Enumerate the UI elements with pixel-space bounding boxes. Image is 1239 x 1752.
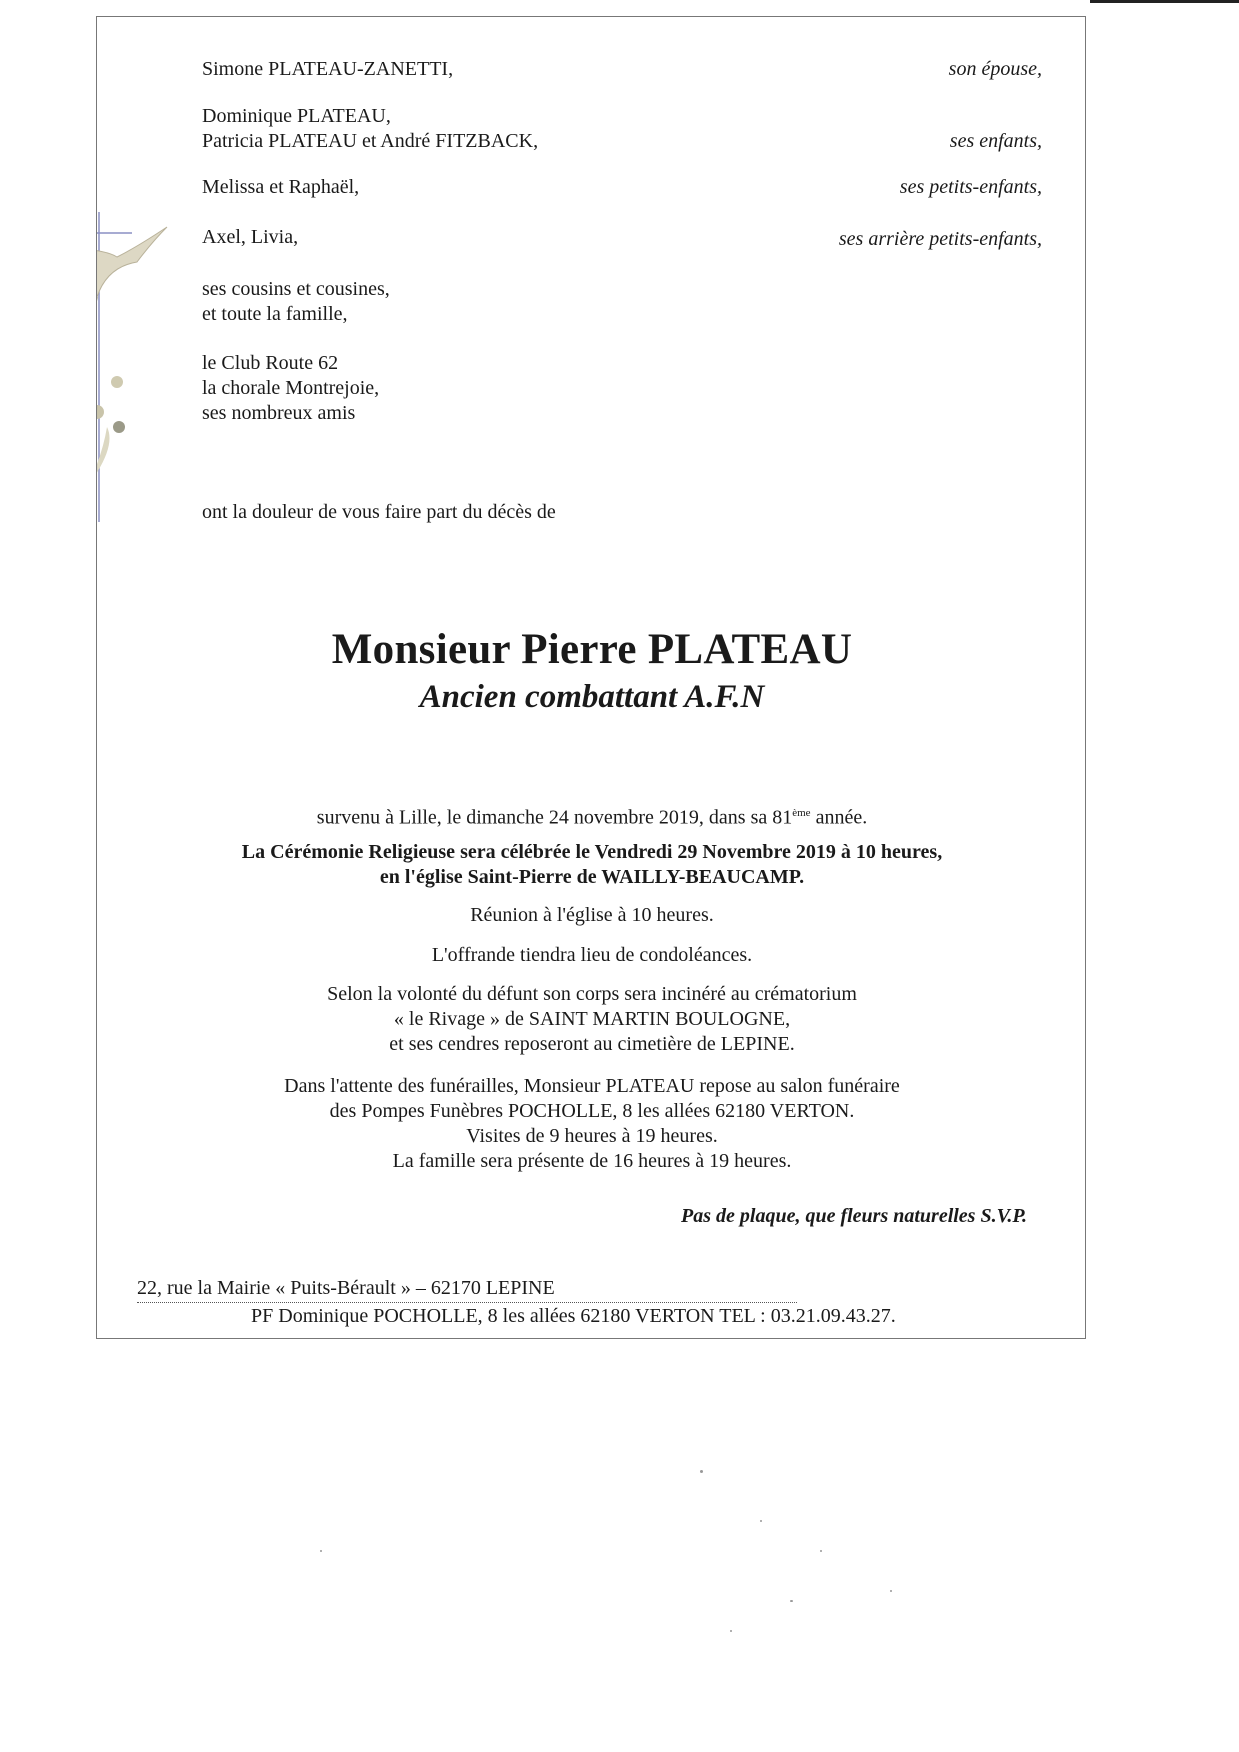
flowers-note: Pas de plaque, que fleurs naturelles S.V.P. <box>681 1205 1027 1227</box>
ceremony-line: La Cérémonie Religieuse sera célébrée le Vendredi 29 Novembre 2019 à 10 heures, <box>241 841 943 863</box>
family-name: la chorale Montrejoie, <box>202 377 380 399</box>
ceremony-line: en l'église Saint-Pierre de WAILLY-BEAUCAMP. <box>379 866 805 888</box>
family-relation: ses petits-enfants, <box>899 176 1042 198</box>
family-relation: ses enfants, <box>949 130 1042 152</box>
family-relation: ses arrière petits-enfants, <box>838 228 1042 250</box>
family-name: ses cousins et cousines, <box>202 278 390 300</box>
scan-speck <box>730 1630 732 1632</box>
family-name: le Club Route 62 <box>202 352 339 374</box>
scan-edge-mark <box>1090 0 1239 3</box>
family-address: 22, rue la Mairie « Puits-Bérault » – 62170 LEPINE <box>137 1277 797 1303</box>
cremation-line: « le Rivage » de SAINT MARTIN BOULOGNE, <box>393 1008 791 1030</box>
family-name: Patricia PLATEAU et André FITZBACK, <box>202 130 539 152</box>
scan-speck <box>820 1550 822 1552</box>
scan-speck <box>320 1550 322 1552</box>
funeral-home-line: La famille sera présente de 16 heures à 19 heures. <box>392 1150 792 1172</box>
cremation-line: et ses cendres reposeront au cimetière de LEPINE. <box>389 1033 795 1055</box>
deceased-title: Ancien combattant A.F.N <box>419 679 765 715</box>
family-name: Dominique PLATEAU, <box>202 105 391 127</box>
funeral-home-line: Visites de 9 heures à 19 heures. <box>466 1125 718 1147</box>
cremation-line: Selon la volonté du défunt son corps sera incinéré au crématorium <box>327 983 857 1005</box>
funeral-director-line: PF Dominique POCHOLLE, 8 les allées 62180 VERTON TEL : 03.21.09.43.27. <box>251 1305 896 1327</box>
announcement-intro: ont la douleur de vous faire part du décès de <box>202 501 556 523</box>
death-notice-end: année. <box>810 806 868 829</box>
death-notice-sup: ème <box>792 807 811 819</box>
offering-text: L'offrande tiendra lieu de condoléances. <box>431 944 753 966</box>
ceremony-block <box>97 840 1087 890</box>
scan-speck <box>700 1470 703 1473</box>
reunion-text: Réunion à l'église à 10 heures. <box>470 904 714 926</box>
family-relation: son épouse, <box>948 58 1042 80</box>
family-name: Melissa et Raphaël, <box>202 176 360 198</box>
deceased-name: Monsieur Pierre PLATEAU <box>331 626 853 673</box>
cremation-block <box>97 982 1087 1057</box>
obituary-sheet <box>96 16 1086 1339</box>
death-notice-text: survenu à Lille, le dimanche 24 novembre 2019, dans sa 81 <box>316 806 793 829</box>
death-notice <box>97 801 1087 831</box>
funeral-home-line: Dans l'attente des funérailles, Monsieur PLATEAU repose au salon funéraire <box>284 1075 900 1097</box>
funeral-home-block <box>97 1074 1087 1174</box>
family-name: ses nombreux amis <box>202 402 356 424</box>
family-name: Axel, Livia, <box>202 226 299 248</box>
family-name: Simone PLATEAU-ZANETTI, <box>202 58 454 80</box>
funeral-home-line: des Pompes Funèbres POCHOLLE, 8 les allées 62180 VERTON. <box>329 1100 855 1122</box>
scan-speck <box>890 1590 892 1592</box>
family-name: et toute la famille, <box>202 303 348 325</box>
scan-speck <box>790 1600 793 1602</box>
scan-speck <box>760 1520 762 1522</box>
